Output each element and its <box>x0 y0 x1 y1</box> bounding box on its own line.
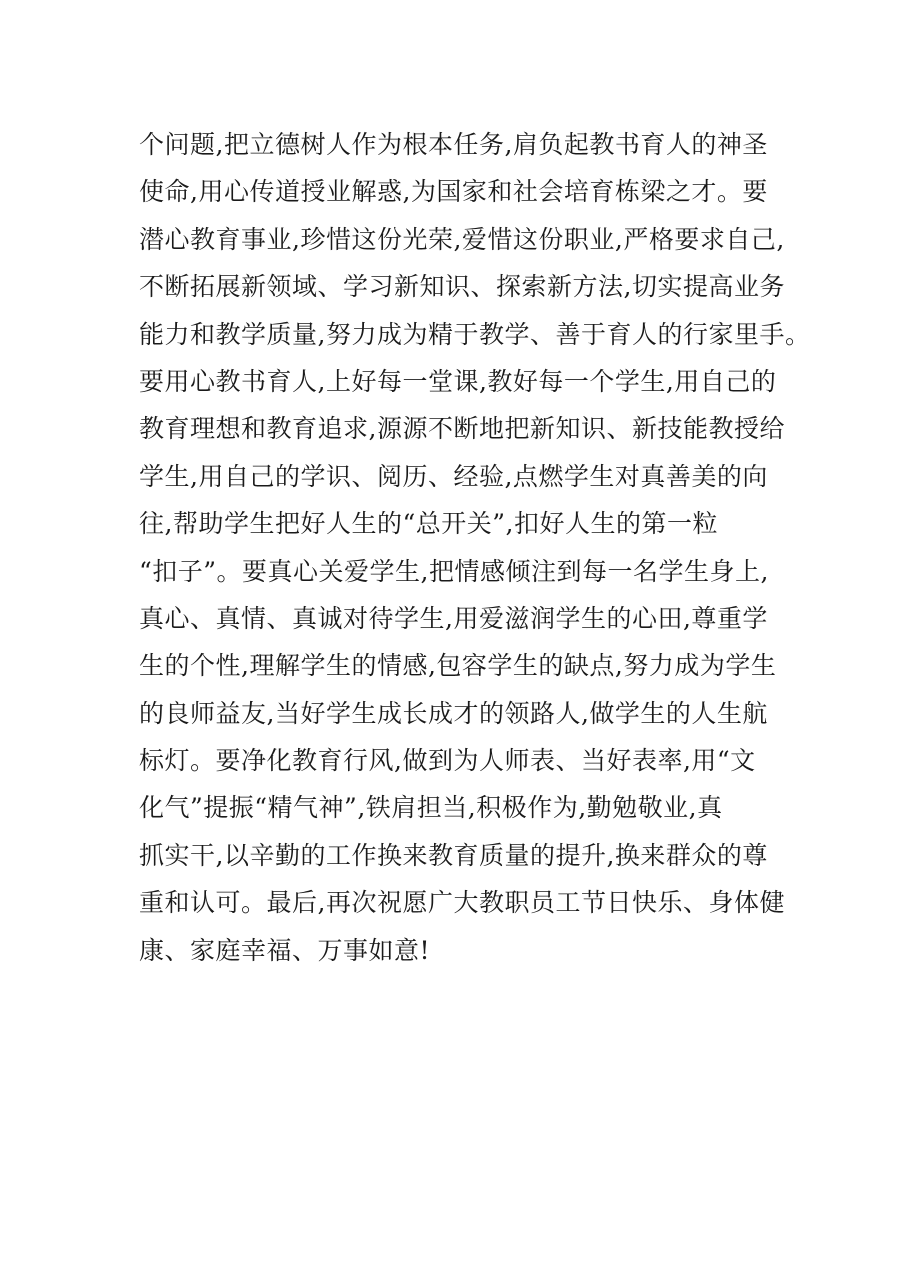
text-line: 使命,用心传道授业解惑,为国家和社会培育栋梁之才。要 <box>139 177 768 207</box>
body-paragraph <box>139 121 839 974</box>
text-line: 潜心教育事业,珍惜这份光荣,爱惜这份职业,严格要求自己, <box>139 224 785 254</box>
text-line: 抓实干,以辛勤的工作换来教育质量的提升,换来群众的尊 <box>139 840 768 870</box>
text-line: “扣子”。要真心关爱学生,把情感倾注到每一名学生身上, <box>139 556 769 586</box>
text-line: 真心、真情、真诚对待学生,用爱滋润学生的心田,尊重学 <box>139 603 768 633</box>
text-line: 生的个性,理解学生的情感,包容学生的缺点,努力成为学生 <box>139 651 777 681</box>
text-line: 化气”提振“精气神”,铁肩担当,积极作为,勤勉敬业,真 <box>139 793 723 823</box>
text-line: 的良师益友,当好学生成长成才的领路人,做学生的人生航 <box>139 698 768 728</box>
text-line: 重和认可。最后,再次祝愿广大教职员工节日快乐、身体健 <box>139 888 785 918</box>
text-line: 往,帮助学生把好人生的“总开关”,扣好人生的第一粒 <box>139 509 718 539</box>
text-line: 康、家庭幸福、万事如意! <box>139 935 431 965</box>
text-line: 要用心教书育人,上好每一堂课,教好每一个学生,用自己的 <box>139 366 777 396</box>
text-line: 能力和教学质量,努力成为精于教学、善于育人的行家里手。 <box>139 319 811 349</box>
text-line: 标灯。要净化教育行风,做到为人师表、当好表率,用“文 <box>139 746 756 776</box>
text-line: 学生,用自己的学识、阅历、经验,点燃学生对真善美的向 <box>139 461 768 491</box>
text-line: 教育理想和教育追求,源源不断地把新知识、新技能教授给 <box>139 414 785 444</box>
text-line: 个问题,把立德树人作为根本任务,肩负起教书育人的神圣 <box>139 130 768 159</box>
text-line: 不断拓展新领域、学习新知识、探索新方法,切实提高业务 <box>139 272 785 302</box>
